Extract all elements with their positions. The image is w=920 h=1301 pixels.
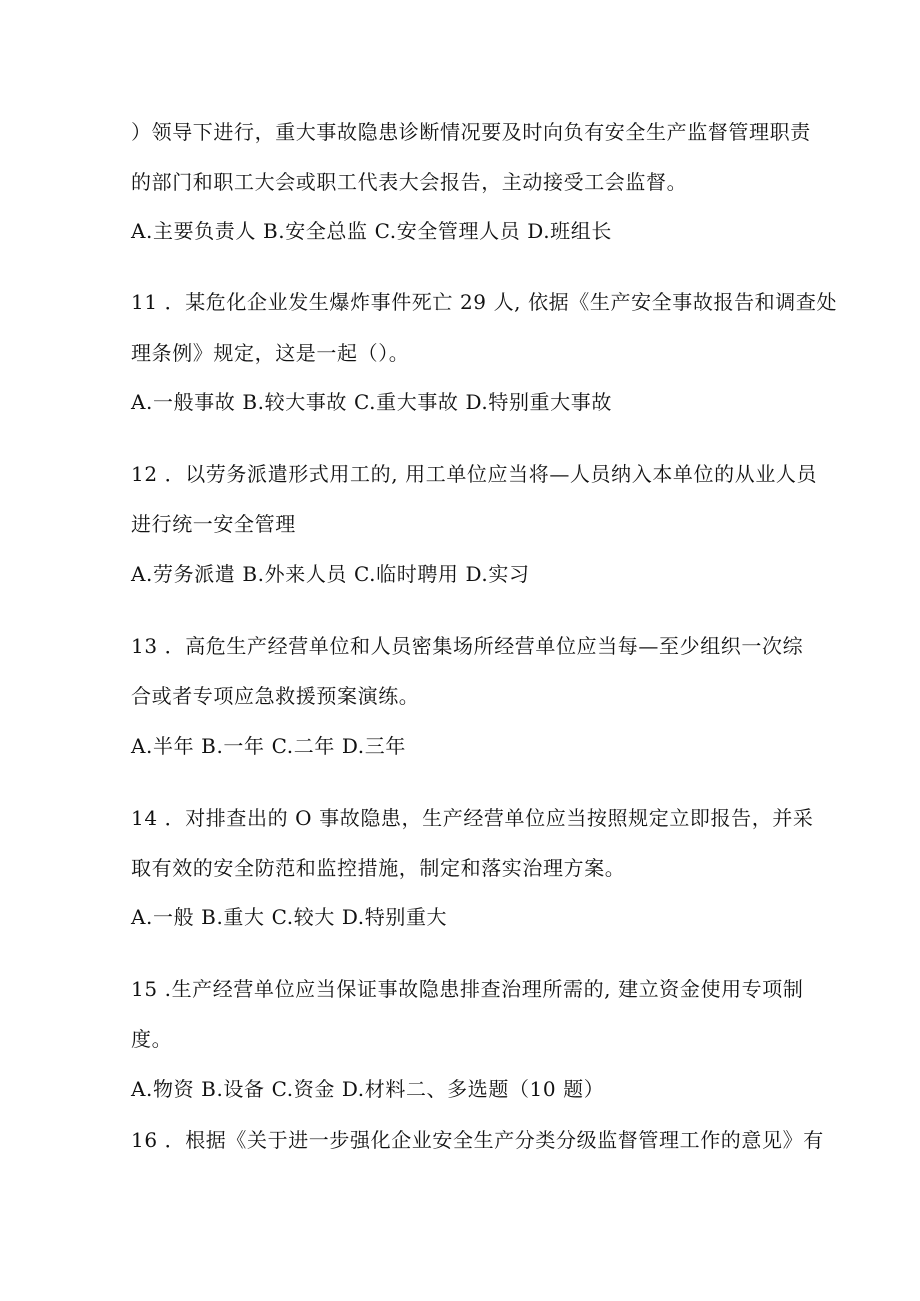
q10-options: A.主要负责人 B.安全总监 C.安全管理人员 D.班组长 bbox=[131, 219, 612, 243]
q10-text-line-1: ）领导下进行，重大事故隐患诊断情况要及时向负有安全生产监督管理职责 bbox=[131, 120, 811, 144]
q10-text-line-2: 的部门和职工大会或职工代表大会报告，主动接受工会监督。 bbox=[131, 170, 688, 194]
q16-text-line-1: 16 ．根据《关于进一步强化企业安全生产分类分级监督管理工作的意见》有 bbox=[131, 1128, 824, 1152]
q11-text-line-1: 11 ．某危化企业发生爆炸事件死亡 29 人, 依据《生产安全事故报告和调查处 bbox=[131, 290, 838, 314]
q12-text-line-2: 进行统一安全管理 bbox=[131, 512, 296, 536]
q13-options: A.半年 B.一年 C.二年 D.三年 bbox=[131, 734, 406, 758]
q15-options-and-section-heading: A.物资 B.设备 C.资金 D.材料二、多选题（10 题） bbox=[131, 1077, 605, 1101]
q13-text-line-2: 合或者专项应急救援预案演练。 bbox=[131, 684, 420, 708]
q15-text-line-1: 15 .生产经营单位应当保证事故隐患排查治理所需的, 建立资金使用专项制 bbox=[131, 977, 804, 1001]
q15-text-line-2: 度。 bbox=[131, 1027, 173, 1051]
q14-text-line-1: 14 ．对排查出的 O 事故隐患，生产经营单位应当按照规定立即报告，并采 bbox=[131, 806, 814, 830]
q14-text-line-2: 取有效的安全防范和监控措施，制定和落实治理方案。 bbox=[131, 856, 626, 880]
q12-options: A.劳务派遣 B.外来人员 C.临时聘用 D.实习 bbox=[131, 562, 530, 586]
q14-options: A.一般 B.重大 C.较大 D.特别重大 bbox=[131, 905, 448, 929]
q11-text-line-2: 理条例》规定，这是一起（）。 bbox=[131, 341, 410, 365]
q12-text-line-1: 12 ．以劳务派遣形式用工的, 用工单位应当将—人员纳入本单位的从业人员 bbox=[131, 462, 818, 486]
q13-text-line-1: 13 ．高危生产经营单位和人员密集场所经营单位应当每—至少组织一次综 bbox=[131, 634, 804, 658]
q11-options: A.一般事故 B.较大事故 C.重大事故 D.特别重大事故 bbox=[131, 390, 612, 414]
